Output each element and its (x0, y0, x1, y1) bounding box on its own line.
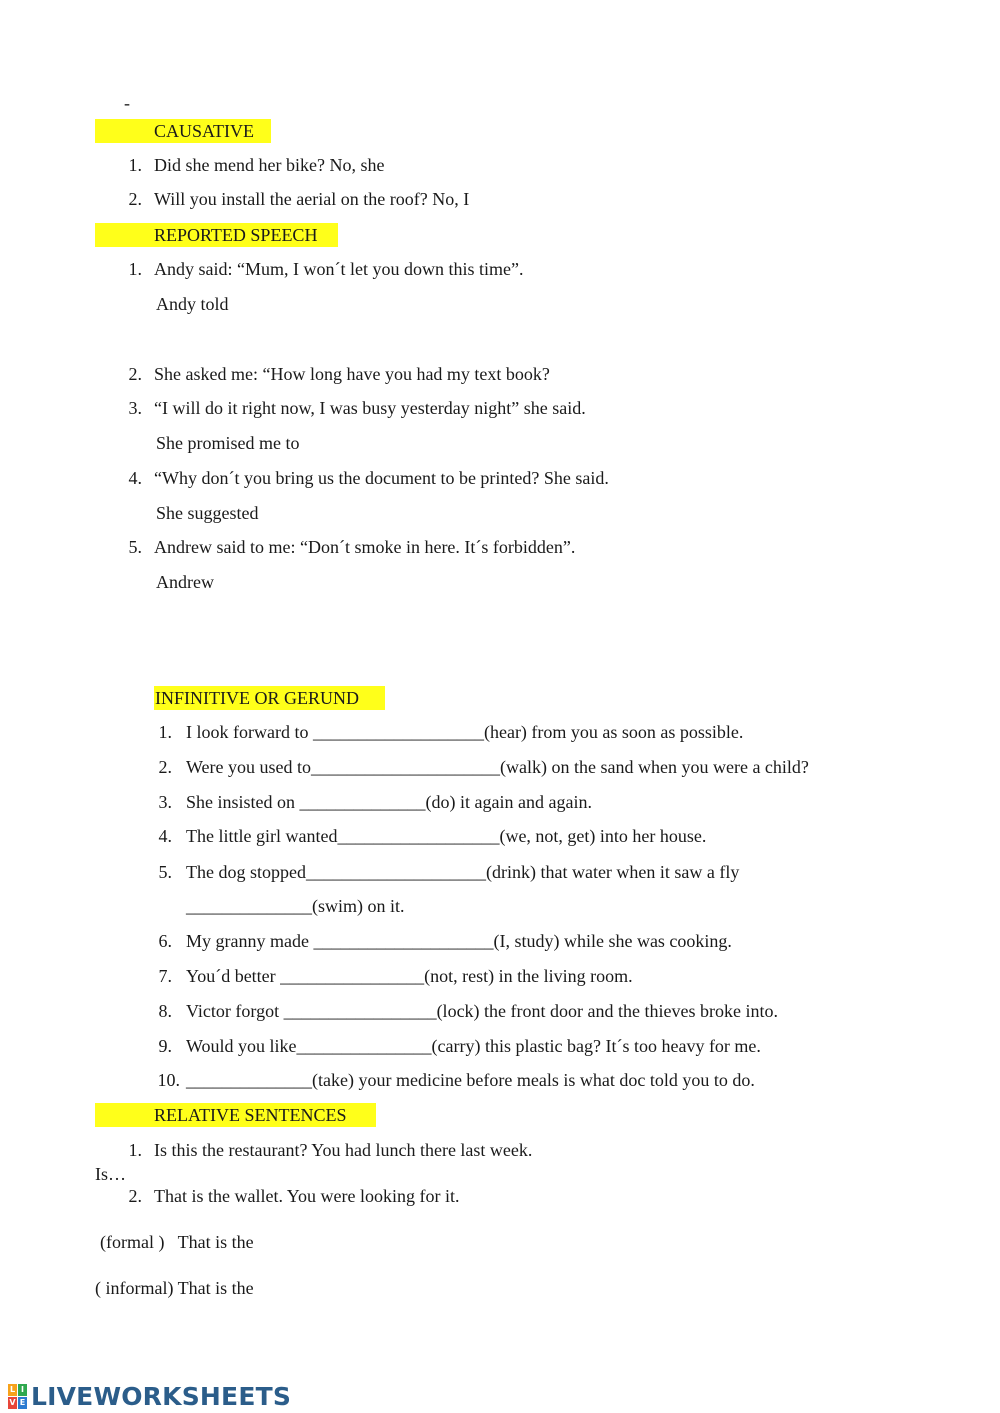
gerund-item-10-text: ______________(take) your medicine before meals is what doc told you to do. (186, 1070, 755, 1090)
infinitive-gerund-heading: INFINITIVE OR GERUND (155, 688, 359, 708)
relative-heading: RELATIVE SENTENCES (154, 1105, 347, 1125)
reported-item-2-number: 2. (128, 364, 142, 384)
causative-item-2-number: 2. (128, 189, 142, 209)
gerund-item-5-number: 5. (158, 862, 172, 882)
gerund-item-2-text: Were you used to_____________________(walk) on the sand when you were a child? (186, 757, 809, 777)
logo-block-e: E (19, 1397, 26, 1407)
reported-speech-heading: REPORTED SPEECH (154, 225, 318, 245)
gerund-item-4-number: 4. (158, 826, 172, 846)
reported-item-5-number: 5. (128, 537, 142, 557)
causative-item-2-text: Will you install the aerial on the roof? No, I (154, 189, 470, 209)
relative-item-1-number: 1. (128, 1140, 142, 1160)
gerund-item-3-text: She insisted on ______________(do) it again and again. (186, 792, 592, 812)
reported-item-2-text: She asked me: “How long have you had my text book? (154, 364, 550, 384)
gerund-item-9-text: Would you like_______________(carry) this plastic bag? It´s too heavy for me. (186, 1036, 761, 1056)
gerund-item-3-number: 3. (158, 792, 172, 812)
relative-formal-line: (formal ) That is the (100, 1232, 254, 1252)
reported-item-1-text: Andy said: “Mum, I won´t let you down this time”. (154, 259, 524, 279)
relative-item-2-text: That is the wallet. You were looking for it. (154, 1186, 460, 1206)
gerund-item-7-number: 7. (158, 966, 172, 986)
logo-block-v: V (9, 1397, 16, 1407)
causative-item-1-number: 1. (128, 155, 142, 175)
top-dash: - (124, 93, 130, 113)
gerund-item-4-text: The little girl wanted__________________(we, not, get) into her house. (186, 826, 707, 846)
causative-heading: CAUSATIVE (154, 121, 255, 141)
relative-item-1-text: Is this the restaurant? You had lunch there last week. (154, 1140, 533, 1160)
gerund-item-6-number: 6. (158, 931, 172, 951)
gerund-item-2-number: 2. (158, 757, 172, 777)
gerund-item-7-text: You´d better ________________(not, rest) in the living room. (186, 966, 633, 986)
reported-item-3-answer: She promised me to (156, 433, 300, 453)
reported-item-1-number: 1. (128, 259, 142, 279)
gerund-item-6-text: My granny made ____________________(I, study) while she was cooking. (186, 931, 732, 951)
reported-item-3-number: 3. (128, 398, 142, 418)
relative-informal-line: ( informal) That is the (95, 1278, 254, 1298)
logo-blocks-icon (8, 1384, 27, 1409)
reported-item-5-answer: Andrew (156, 572, 214, 592)
gerund-item-5-continuation: ______________(swim) on it. (186, 896, 405, 916)
gerund-item-8-number: 8. (158, 1001, 172, 1021)
logo-block-l: L (9, 1384, 16, 1394)
reported-item-4-answer: She suggested (156, 503, 259, 523)
reported-item-3-text: “I will do it right now, I was busy yesterday night” she said. (154, 398, 586, 418)
logo-block-i: I (18, 1384, 27, 1396)
gerund-item-1-number: 1. (158, 722, 172, 742)
gerund-item-1-text: I look forward to ___________________(hear) from you as soon as possible. (186, 722, 744, 742)
liveworksheets-logo (8, 1380, 291, 1412)
relative-item-2-number: 2. (128, 1186, 142, 1206)
reported-item-4-number: 4. (128, 468, 142, 488)
causative-item-1-text: Did she mend her bike? No, she (154, 155, 385, 175)
gerund-item-5-text: The dog stopped____________________(drink) that water when it saw a fly (186, 862, 740, 882)
gerund-item-8-text: Victor forgot _________________(lock) the front door and the thieves broke into. (186, 1001, 778, 1021)
gerund-item-10-number: 10. (157, 1070, 180, 1090)
relative-item-1-answer: Is… (95, 1164, 126, 1184)
reported-item-1-answer: Andy told (156, 294, 229, 314)
gerund-item-9-number: 9. (158, 1036, 172, 1056)
reported-item-5-text: Andrew said to me: “Don´t smoke in here. It´s forbidden”. (154, 537, 576, 557)
reported-item-4-text: “Why don´t you bring us the document to be printed? She said. (154, 468, 609, 488)
logo-text: LIVEWORKSHEETS (31, 1381, 292, 1411)
